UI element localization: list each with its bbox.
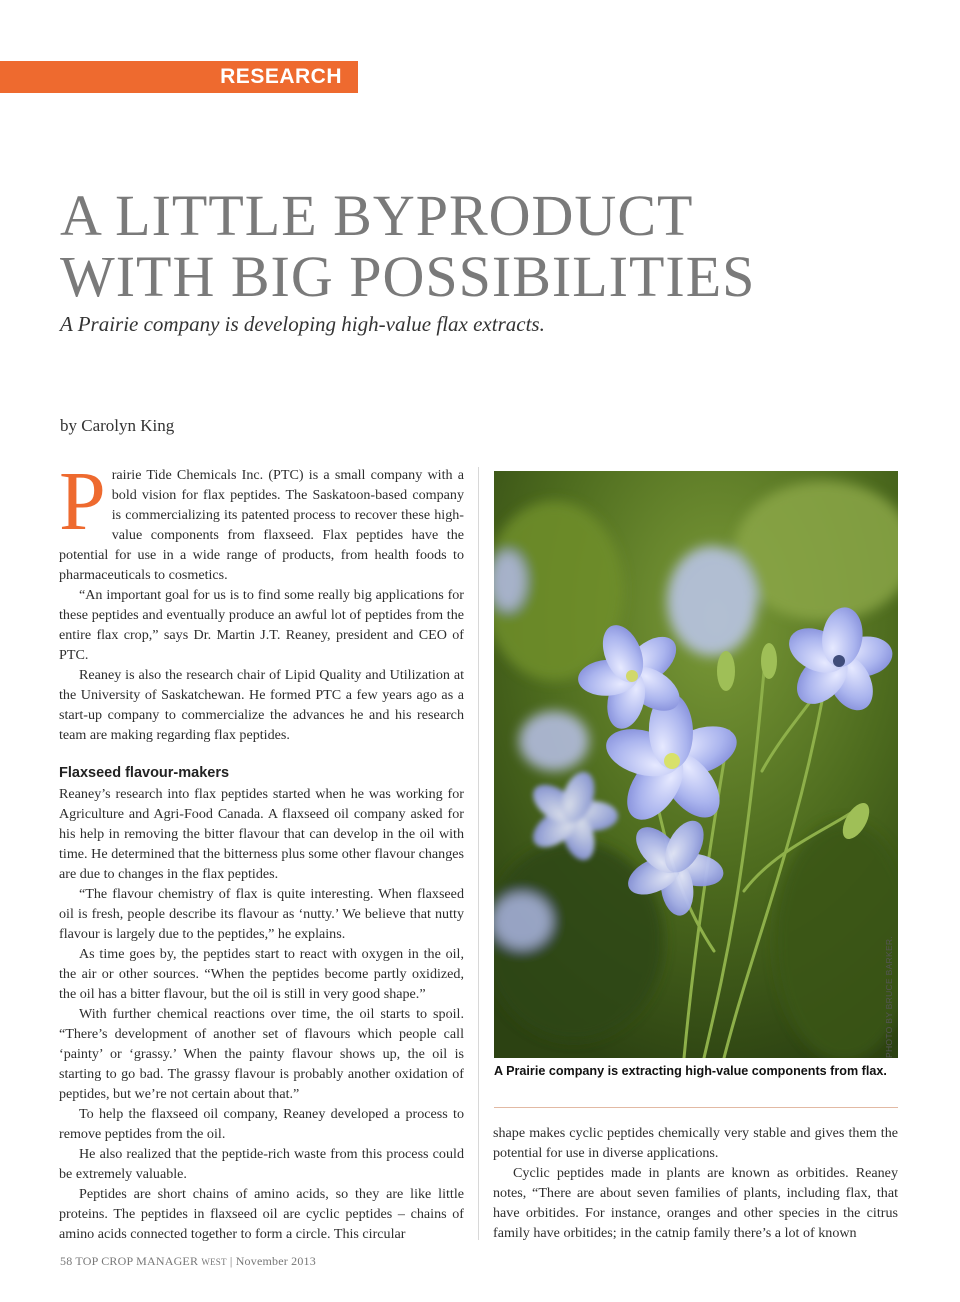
byline: by Carolyn King: [60, 416, 175, 435]
body-paragraph: “An important goal for us is to find some really big applications for these peptides and eventually produce an awful lot of peptides from the entire flax crop,” says Dr. Martin J.T. Reaney, president and CEO of PTC.: [59, 587, 464, 663]
magazine-edition: WEST: [201, 1257, 227, 1267]
body-paragraph: Peptides are short chains of amino acids, so they are like little proteins. The peptides in flaxseed oil are cyclic peptides – chains of amino acids connected together to form a circle. This circular: [59, 1186, 464, 1242]
flax-flower-photo: [494, 471, 898, 1058]
body-column-left: [59, 455, 464, 1244]
photo-caption: A Prairie company is extracting high-value components from flax.: [494, 1064, 887, 1078]
folio-separator: |: [229, 1254, 233, 1268]
headline-line-1: A LITTLE BYPRODUCT: [60, 183, 694, 248]
headline-line-2: WITH BIG POSSIBILITIES: [60, 244, 756, 309]
body-paragraph: As time goes by, the peptides start to react with oxygen in the oil, the air or other sources. “When the peptides become partly oxidized, the oil has a bitter flavour, but the oil is still in very good shape.”: [59, 946, 464, 1002]
body-paragraph: Prairie Tide Chemicals Inc. (PTC) is a small company with a bold vision for flax peptides. The Saskatoon-based company is commercializing its patented process to recover these high-value components from flaxseed. Flax peptides have the potential for use in a wide range of products, from health foods to pharmaceuticals to cosmetics.: [59, 455, 464, 583]
column-divider: [478, 467, 479, 1240]
body-paragraph: With further chemical reactions over time, the oil starts to spoil. “There’s development of another set of flavours which people call ‘painty’ or ‘grassy.’ When the painty flavour shows up, the oil is starting to go bad. The grassy flavour is probably another oxidation of peptides, but we’re not certain about that.”: [59, 1006, 464, 1102]
section-subhead: Flaxseed flavour-makers: [59, 765, 230, 781]
body-paragraph: He also realized that the peptide-rich waste from this process could be extremely valuable.: [59, 1146, 464, 1182]
body-paragraph: Reaney’s research into flax peptides started when he was working for Agriculture and Agri-Food Canada. A flaxseed oil company asked for his help in removing the bitter flavour that can develop in the oil with time. He determined that the bitterness plus some other flavour changes are due to changes in the flax peptides.: [59, 786, 464, 882]
section-tag: RESEARCH: [0, 61, 358, 93]
photo-credit: PHOTO BY BRUCE BARKER.: [884, 935, 894, 1058]
page-folio: [60, 1254, 316, 1269]
magazine-name: TOP CROP MANAGER: [75, 1254, 199, 1268]
body-paragraph: Reaney is also the research chair of Lipid Quality and Utilization at the University of Saskatchewan. He formed PTC a few years ago as a start-up company to commercialize the advances he and his research team are making regarding flax peptides.: [59, 667, 464, 743]
drop-cap: P: [59, 455, 106, 548]
body-paragraph: shape makes cyclic peptides chemically very stable and gives them the potential for use in diverse applications.: [493, 1125, 898, 1161]
caption-divider: [494, 1107, 898, 1108]
article-deck: A Prairie company is developing high-value flax extracts.: [60, 312, 545, 336]
page-number: 58: [60, 1254, 73, 1268]
body-paragraph: “The flavour chemistry of flax is quite interesting. When flaxseed oil is fresh, people describe its flavour as ‘nutty.’ We believe that nutty flavour is largely due to the peptides,” he explains.: [59, 886, 464, 942]
body-paragraph: To help the flaxseed oil company, Reaney developed a process to remove peptides from the oil.: [59, 1106, 464, 1142]
body-paragraph: Cyclic peptides made in plants are known as orbitides. Reaney notes, “There are about seven families of plants, including flax, that have orbitides. For instance, oranges and other species in the citrus family have orbitides; in the catnip family there’s a lot of known: [493, 1165, 898, 1241]
article-headline: [60, 185, 755, 307]
body-column-right: [493, 1123, 898, 1243]
issue-date: November 2013: [235, 1254, 316, 1268]
